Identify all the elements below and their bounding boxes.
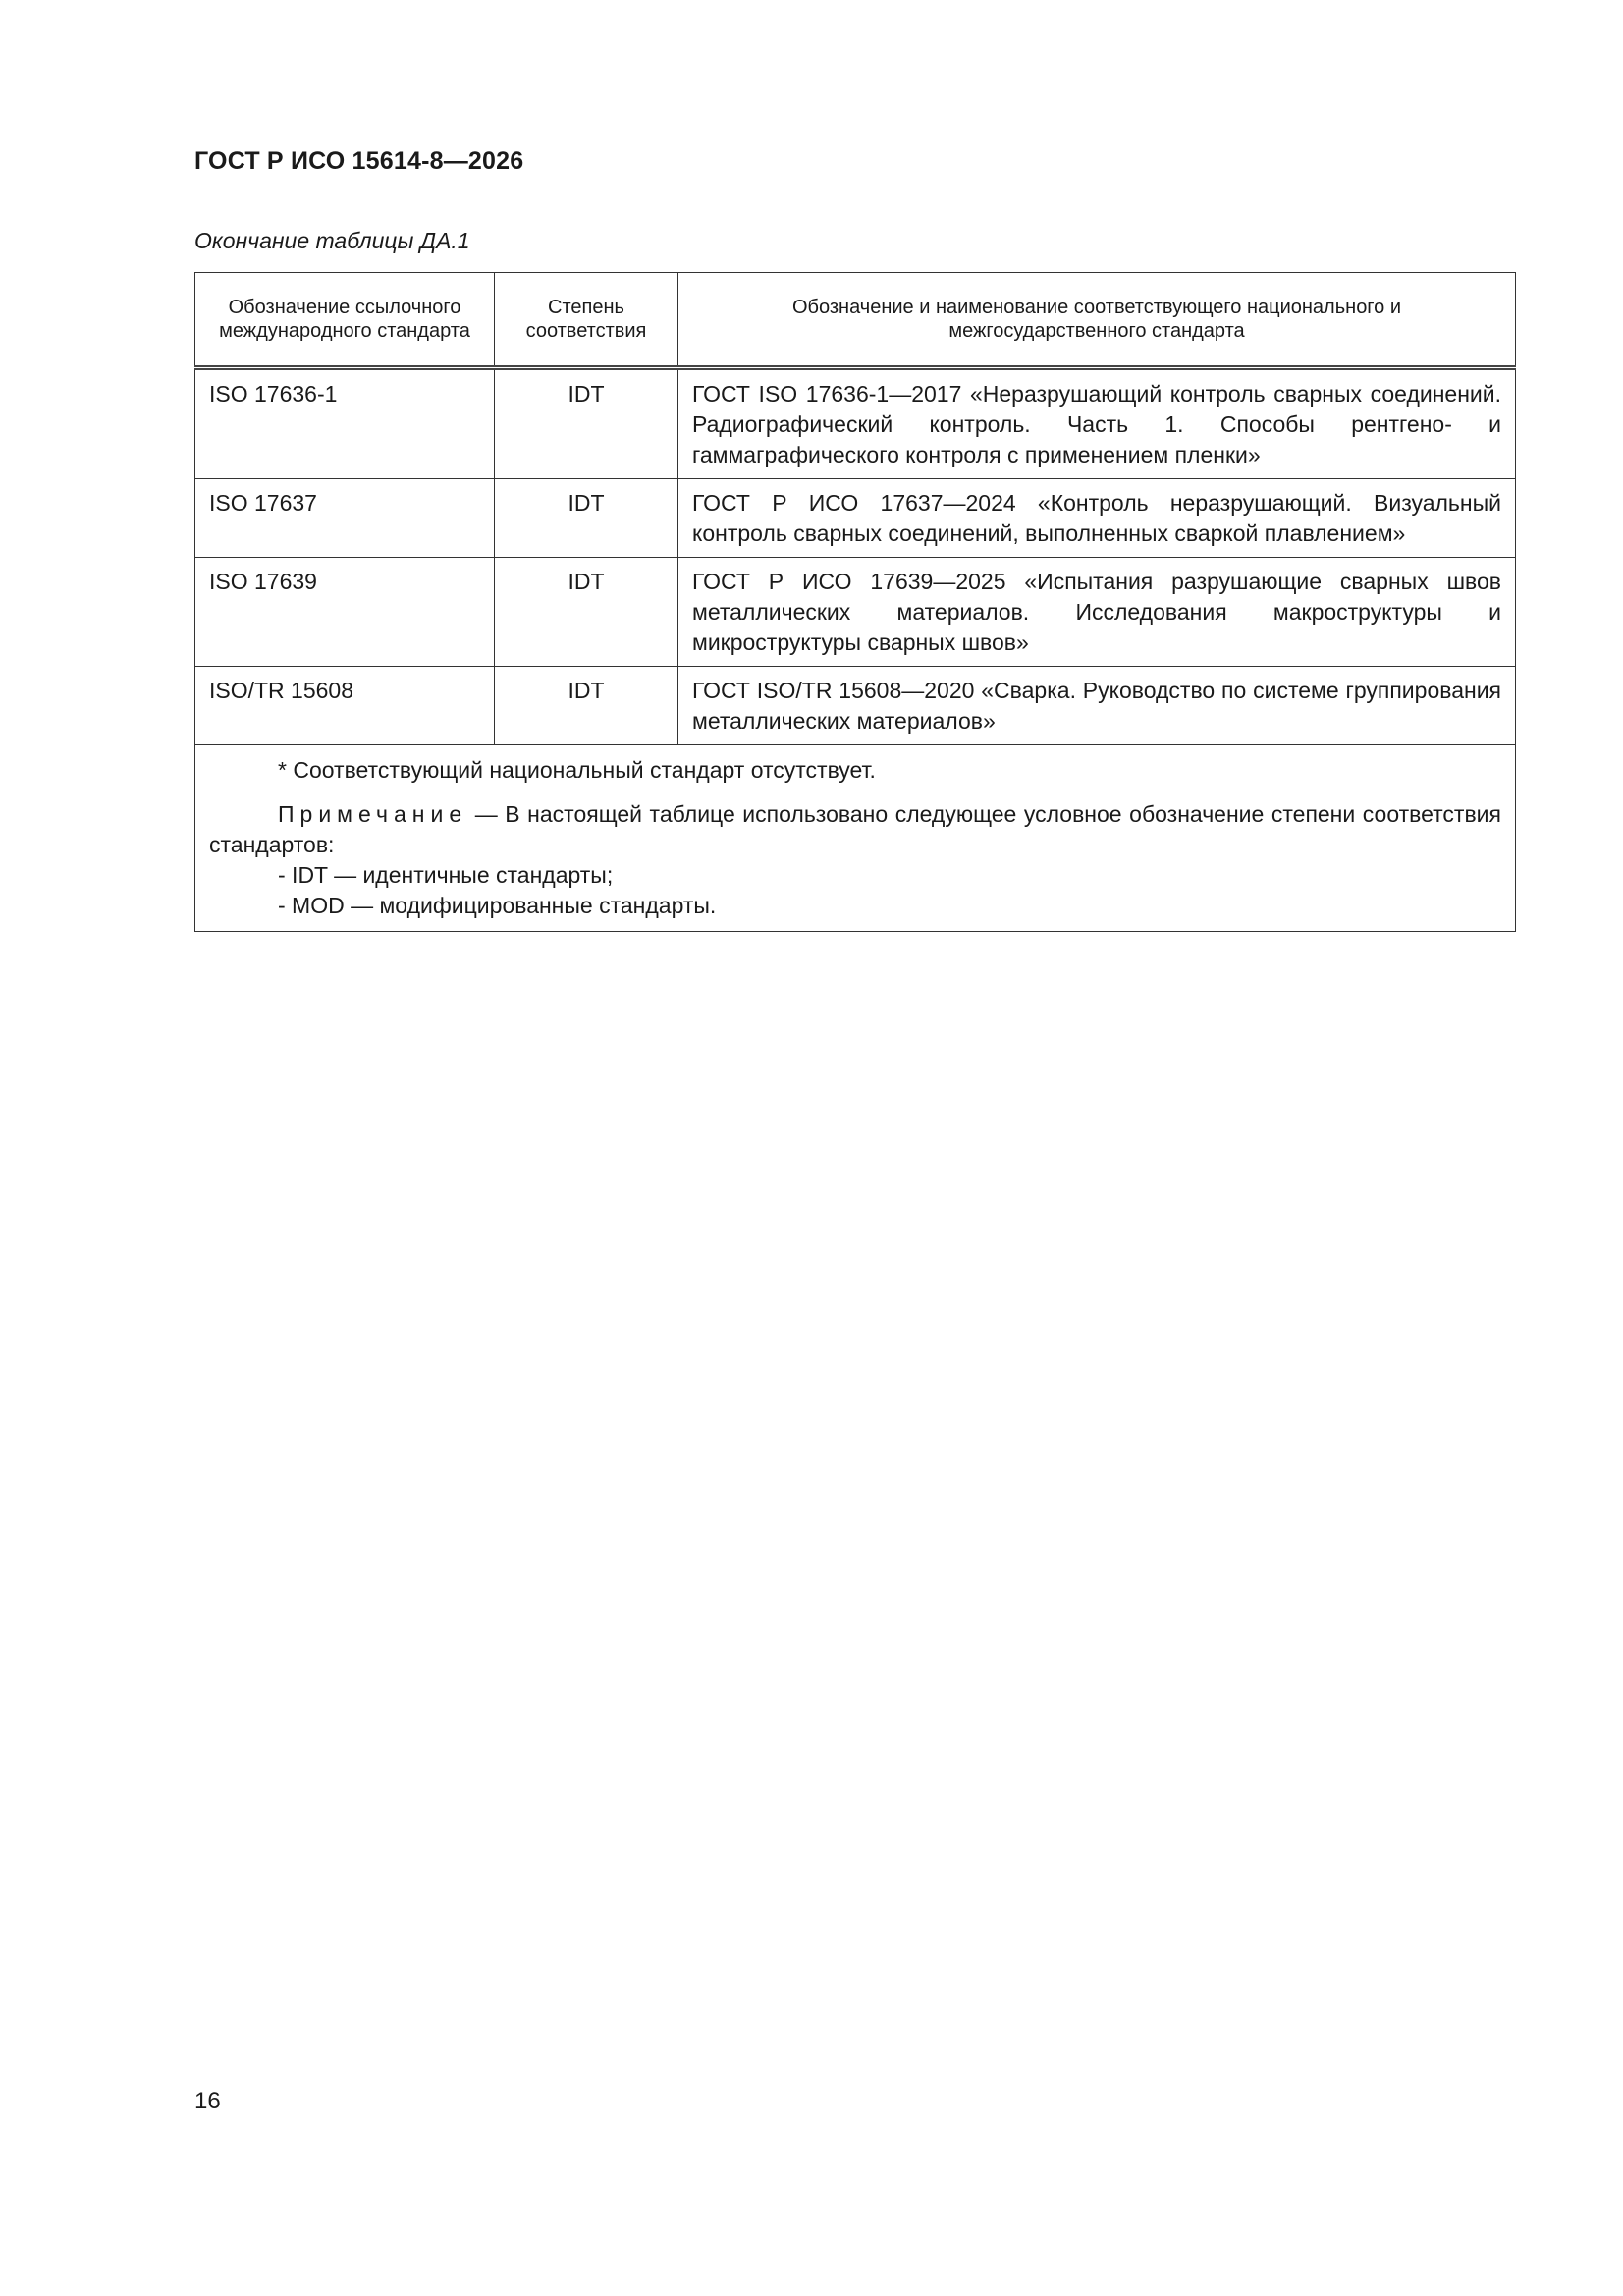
cell-reference: ISO/TR 15608: [195, 667, 495, 745]
cell-degree: IDT: [495, 667, 678, 745]
cell-national-standard: ГОСТ ISO 17636-1—2017 «Неразрушающий контроль сварных соединений. Радиографический контроль. Часть 1. Способы рентгено- и гаммаграфического контроля с применением пленки»: [678, 368, 1516, 479]
table-caption: Окончание таблицы ДА.1: [194, 228, 470, 253]
cell-degree: IDT: [495, 479, 678, 558]
page-number: 16: [194, 2088, 221, 2114]
cell-degree: IDT: [495, 558, 678, 667]
cell-degree: IDT: [495, 368, 678, 479]
column-header-reference: Обозначение ссылочного международного стандарта: [195, 273, 495, 368]
column-header-national-standard: Обозначение и наименование соответствующего национального и межгосударственного стандарта: [678, 273, 1516, 368]
reference-table-container: [194, 272, 1515, 932]
note-list: [209, 860, 1501, 921]
document-code: ГОСТ Р ИСО 15614-8—2026: [194, 147, 524, 175]
table-row: [195, 667, 1516, 745]
note-text: — В настоящей таблице использовано следующее условное обозначение степени соответствия стандартов:: [209, 801, 1501, 857]
note-label: Примечание: [278, 801, 468, 827]
cell-national-standard: ГОСТ Р ИСО 17637—2024 «Контроль неразрушающий. Визуальный контроль сварных соединений, выполненных сваркой плавлением»: [678, 479, 1516, 558]
table-notes-row: [195, 745, 1516, 932]
cell-reference: ISO 17639: [195, 558, 495, 667]
reference-standards-table: [194, 272, 1516, 932]
cell-reference: ISO 17637: [195, 479, 495, 558]
note-list-item: - IDT — идентичные стандарты;: [278, 862, 614, 888]
table-row: [195, 368, 1516, 479]
cell-national-standard: ГОСТ ISO/TR 15608—2020 «Сварка. Руководство по системе группирования металлических материалов»: [678, 667, 1516, 745]
table-header-row: [195, 273, 1516, 368]
table-note: [209, 799, 1501, 860]
table-row: [195, 558, 1516, 667]
note-list-item: - MOD — модифицированные стандарты.: [278, 893, 717, 918]
cell-national-standard: ГОСТ Р ИСО 17639—2025 «Испытания разрушающие сварных швов металлических материалов. Исследования макроструктуры и микроструктуры сварных швов»: [678, 558, 1516, 667]
table-footnote: * Соответствующий национальный стандарт отсутствует.: [278, 757, 876, 783]
table-notes-cell: [195, 745, 1516, 932]
column-header-degree: Степень соответствия: [495, 273, 678, 368]
table-row: [195, 479, 1516, 558]
cell-reference: ISO 17636-1: [195, 368, 495, 479]
